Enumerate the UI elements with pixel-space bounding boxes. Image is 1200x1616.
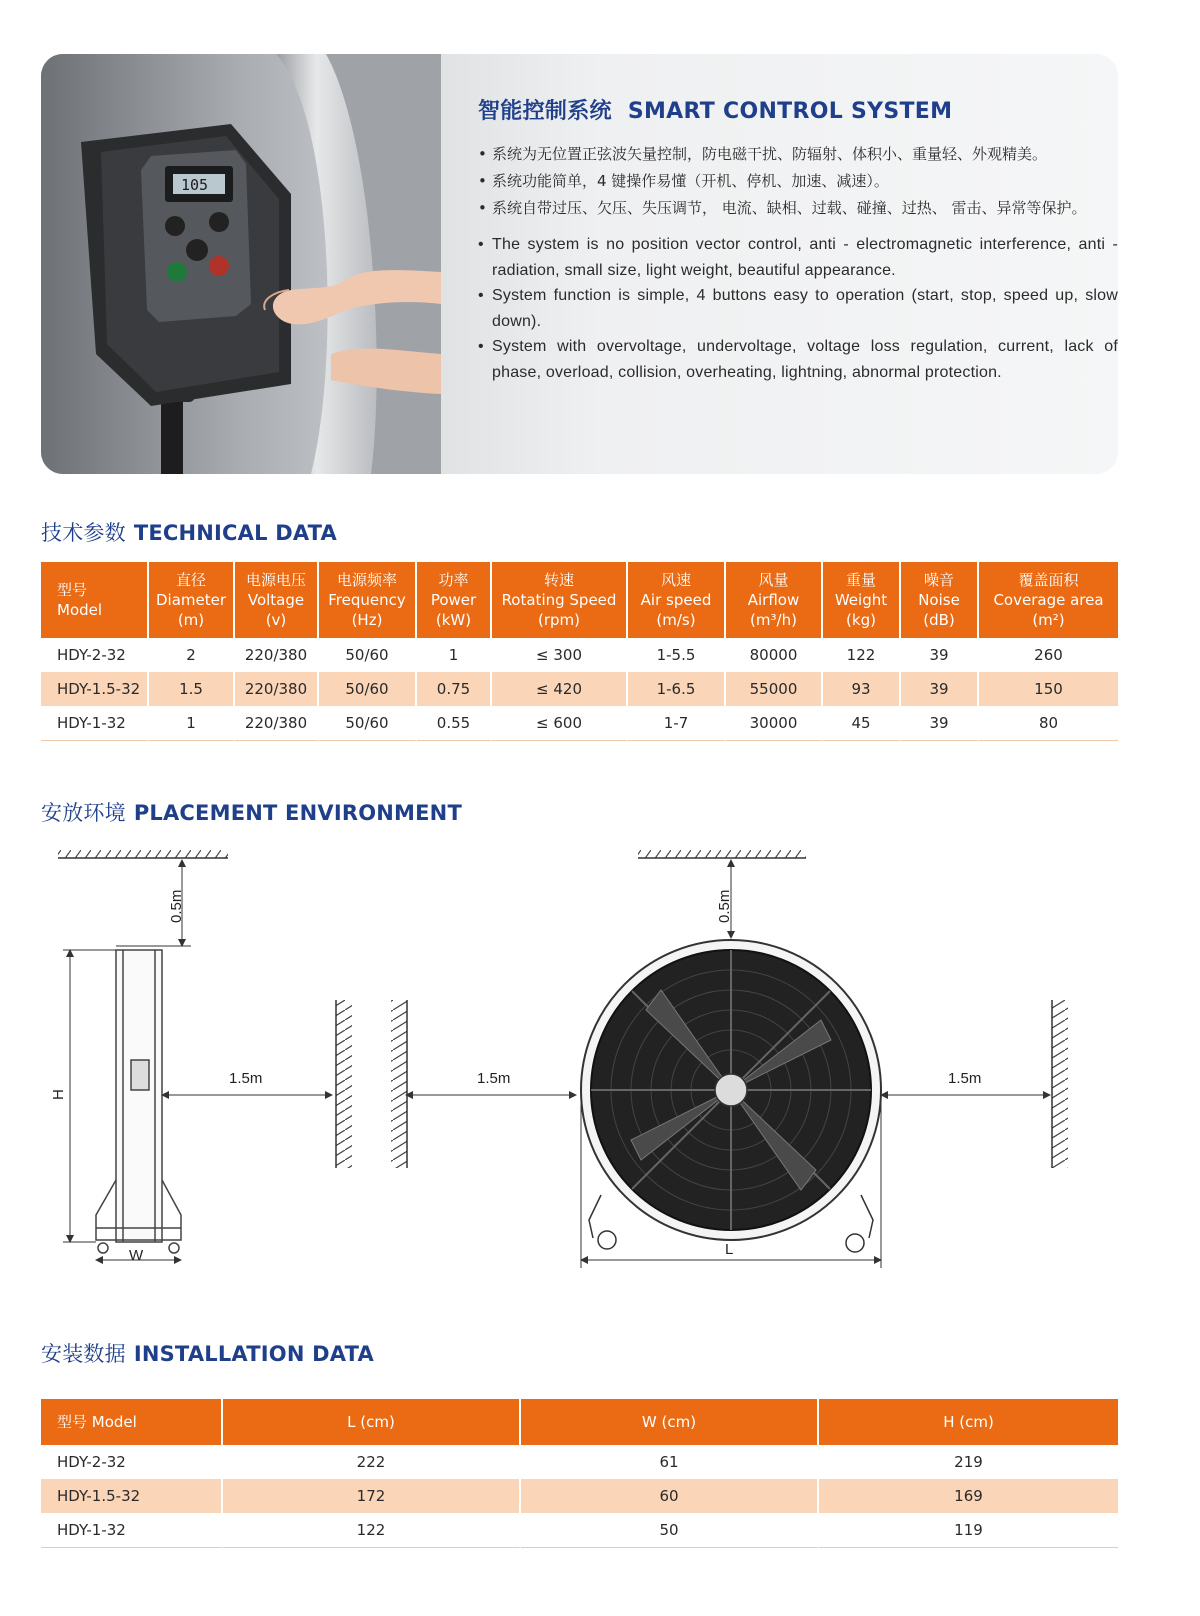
column-header: 型号 Model — [41, 562, 149, 638]
cell-coverage: 80 — [979, 706, 1118, 741]
column-header: 电源频率 Frequency (Hz) — [319, 562, 417, 638]
cell-noise: 39 — [901, 706, 979, 741]
technical-data-title — [41, 517, 337, 547]
technical-title-en: TECHNICAL DATA — [133, 521, 338, 545]
table-row — [41, 1479, 1118, 1513]
placement-title-en: PLACEMENT ENVIRONMENT — [133, 801, 462, 825]
smart-control-title-en: SMART CONTROL SYSTEM — [627, 99, 953, 124]
feature-en: • System function is simple, 4 buttons easy to operation (start, stop, speed up, slow down). — [478, 283, 1118, 334]
cell-model: HDY-1-32 — [41, 706, 149, 741]
cell-weight: 93 — [823, 672, 901, 706]
smart-control-text — [478, 94, 1118, 385]
column-header: 功率 Power (kW) — [417, 562, 492, 638]
top-gap-right-label: 0.5m — [716, 889, 733, 923]
width-label: W — [129, 1247, 144, 1264]
placement-title-cn: 安放环境 — [41, 801, 126, 825]
cell-model: HDY-1.5-32 — [41, 1479, 223, 1513]
length-label: L — [725, 1241, 734, 1258]
table-header-row — [41, 1399, 1118, 1445]
cell-airflow: 55000 — [726, 672, 823, 706]
cell-air-speed: 1-6.5 — [628, 672, 726, 706]
cell-frequency: 50/60 — [319, 638, 417, 672]
column-header: 覆盖面积 Coverage area (m²) — [979, 562, 1118, 638]
cell-rotating-speed: ≤ 420 — [492, 672, 628, 706]
cell-diameter: 2 — [149, 638, 235, 672]
cell-power: 1 — [417, 638, 492, 672]
display-reading: 105 — [181, 176, 209, 194]
cell-airflow: 30000 — [726, 706, 823, 741]
side-gap-2-label: 1.5m — [477, 1070, 511, 1087]
cell-model: HDY-2-32 — [41, 1445, 223, 1479]
cell-voltage: 220/380 — [235, 672, 319, 706]
installation-title-cn: 安装数据 — [41, 1342, 126, 1366]
cell-width: 61 — [521, 1445, 819, 1479]
table-row — [41, 672, 1118, 706]
smart-control-panel — [41, 54, 1118, 474]
cell-length: 172 — [223, 1479, 521, 1513]
cell-width: 60 — [521, 1479, 819, 1513]
cell-airflow: 80000 — [726, 638, 823, 672]
cell-height: 119 — [819, 1513, 1118, 1548]
cell-voltage: 220/380 — [235, 638, 319, 672]
column-header: 重量 Weight (kg) — [823, 562, 901, 638]
cell-frequency: 50/60 — [319, 706, 417, 741]
column-header: 电源电压 Voltage (v) — [235, 562, 319, 638]
table-row — [41, 1445, 1118, 1479]
cell-noise: 39 — [901, 672, 979, 706]
cell-power: 0.75 — [417, 672, 492, 706]
wall-1 — [336, 1000, 352, 1168]
cell-air-speed: 1-7 — [628, 706, 726, 741]
fan-side-view — [96, 950, 181, 1253]
feature-list-cn — [478, 141, 1118, 222]
wall-3 — [1052, 1000, 1068, 1168]
side-gap-1-label: 1.5m — [229, 1070, 263, 1087]
feature-en: • The system is no position vector control, anti - electromagnetic interference, anti - radiation, small size, light weight, beautiful appearance. — [478, 232, 1118, 283]
ceiling-right — [638, 850, 806, 858]
column-header: 转速 Rotating Speed (rpm) — [492, 562, 628, 638]
column-header: 直径 Diameter (m) — [149, 562, 235, 638]
placement-title — [41, 797, 462, 827]
feature-cn: • 系统为无位置正弦波矢量控制，防电磁干扰、防辐射、体积小、重量轻、外观精美。 — [478, 141, 1118, 168]
feature-cn: • 系统功能简单，4 键操作易懂（开机、停机、加速、减速）。 — [478, 168, 1118, 195]
cell-voltage: 220/380 — [235, 706, 319, 741]
height-label: H — [50, 1089, 67, 1100]
side-gap-3-label: 1.5m — [948, 1070, 982, 1087]
cell-power: 0.55 — [417, 706, 492, 741]
cell-weight: 45 — [823, 706, 901, 741]
technical-data-table — [41, 562, 1118, 741]
cell-height: 169 — [819, 1479, 1118, 1513]
column-header: H (cm) — [819, 1399, 1118, 1445]
cell-frequency: 50/60 — [319, 672, 417, 706]
cell-width: 50 — [521, 1513, 819, 1548]
column-header: 风量 Airflow (m³/h) — [726, 562, 823, 638]
cell-rotating-speed: ≤ 300 — [492, 638, 628, 672]
installation-data-table — [41, 1399, 1118, 1548]
cell-rotating-speed: ≤ 600 — [492, 706, 628, 741]
cell-model: HDY-1.5-32 — [41, 672, 149, 706]
cell-coverage: 150 — [979, 672, 1118, 706]
feature-en: • System with overvoltage, undervoltage, voltage loss regulation, current, lack of phase, overload, collision, overheating, lightning, abnormal protection. — [478, 334, 1118, 385]
table-row — [41, 1513, 1118, 1548]
ceiling-left — [58, 850, 228, 858]
cell-model: HDY-1-32 — [41, 1513, 223, 1548]
controller-photo — [41, 54, 441, 474]
column-header: 风速 Air speed (m/s) — [628, 562, 726, 638]
placement-diagram — [41, 850, 1118, 1310]
cell-weight: 122 — [823, 638, 901, 672]
installation-title — [41, 1338, 374, 1368]
installation-title-en: INSTALLATION DATA — [133, 1342, 374, 1366]
cell-length: 122 — [223, 1513, 521, 1548]
cell-height: 219 — [954, 1453, 983, 1471]
column-header: L (cm) — [223, 1399, 521, 1445]
column-header: W (cm) — [521, 1399, 819, 1445]
cell-model: HDY-2-32 — [41, 638, 149, 672]
feature-list-en — [478, 232, 1118, 385]
cell-coverage: 260 — [1034, 646, 1063, 664]
fan-front-view — [581, 940, 881, 1252]
cell-diameter: 1 — [149, 706, 235, 741]
table-row — [41, 638, 1118, 672]
smart-control-title — [478, 94, 1118, 125]
top-gap-left-label: 0.5m — [168, 889, 185, 923]
column-header: 型号 Model — [41, 1399, 223, 1445]
column-header: 噪音 Noise (dB) — [901, 562, 979, 638]
cell-length: 222 — [223, 1445, 521, 1479]
wall-2 — [391, 1000, 407, 1168]
feature-cn: • 系统自带过压、欠压、失压调节， 电流、缺相、过载、碰撞、过热、 雷击、异常等保护。 — [478, 195, 1118, 222]
table-header-row — [41, 562, 1118, 638]
smart-control-title-cn: 智能控制系统 — [478, 99, 612, 124]
cell-diameter: 1.5 — [149, 672, 235, 706]
table-row — [41, 706, 1118, 741]
technical-title-cn: 技术参数 — [41, 521, 126, 545]
cell-noise: 39 — [901, 638, 979, 672]
cell-air-speed: 1-5.5 — [628, 638, 726, 672]
